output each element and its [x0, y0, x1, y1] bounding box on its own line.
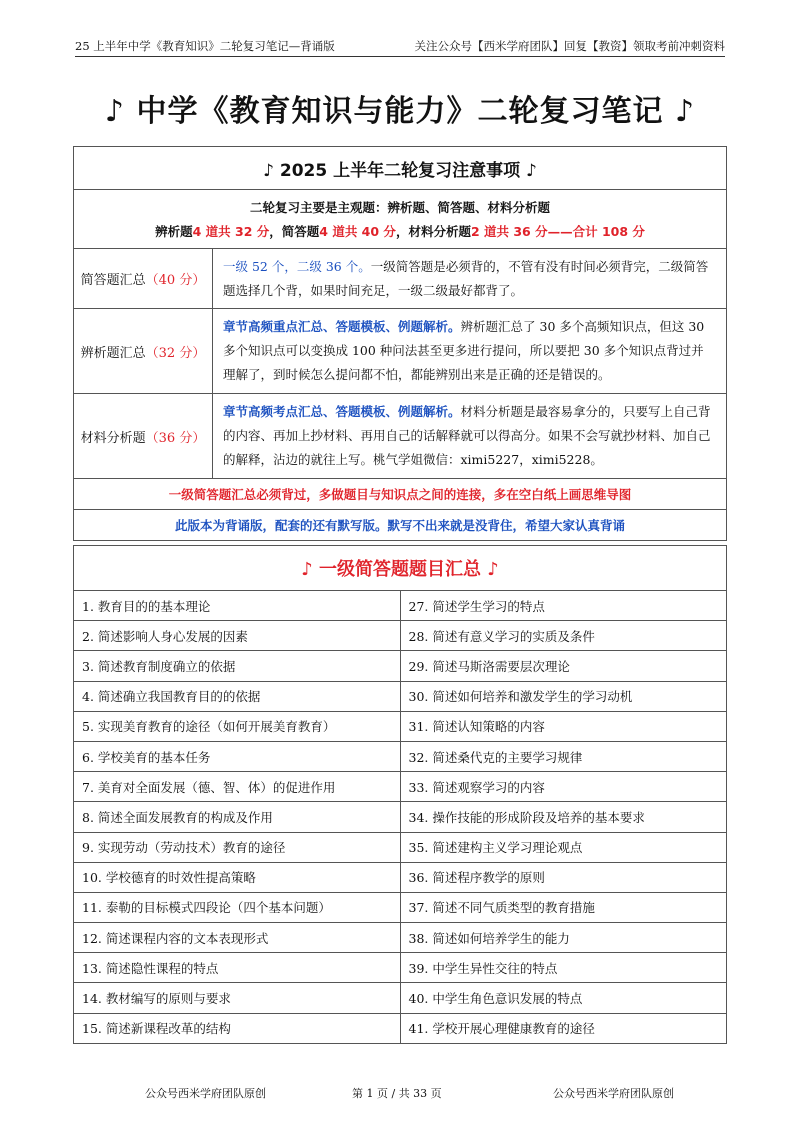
list-row — [74, 892, 727, 922]
list-item: 32. 简述桑代克的主要学习规律 — [400, 741, 727, 771]
list-item: 1. 教育目的的基本理论 — [74, 591, 401, 621]
notes-intro — [74, 190, 727, 249]
list-item: 35. 简述建构主义学习理论观点 — [400, 832, 727, 862]
list-row — [74, 862, 727, 892]
score-part: 2 道共 36 分——合计 108 分 — [470, 224, 645, 239]
page-title: ♪ 中学《教育知识与能力》二轮复习笔记 ♪ — [104, 94, 696, 129]
list-item: 33. 简述观察学习的内容 — [400, 772, 727, 802]
list-item: 41. 学校开展心理健康教育的途径 — [400, 1013, 727, 1043]
list-item: 27. 简述学生学习的特点 — [400, 591, 727, 621]
score-part: 4 道共 40 分 — [319, 224, 396, 239]
score-part: ，简答题 — [269, 224, 320, 239]
list-item: 40. 中学生角色意识发展的特点 — [400, 983, 727, 1013]
list-row — [74, 681, 727, 711]
list-item: 38. 简述如何培养学生的能力 — [400, 923, 727, 953]
note-row — [74, 309, 727, 394]
list-item: 13. 简述隐性课程的特点 — [74, 953, 401, 983]
note-row — [74, 249, 727, 309]
score-part: 4 道共 32 分 — [192, 224, 270, 239]
score-part: 辨析题 — [155, 224, 193, 239]
list-item: 29. 简述马斯洛需要层次理论 — [400, 651, 727, 681]
list-heading: ♪ 一级简答题题目汇总 ♪ — [74, 546, 727, 591]
list-row — [74, 591, 727, 621]
list-item: 12. 简述课程内容的文本表现形式 — [74, 923, 401, 953]
list-item: 6. 学校美育的基本任务 — [74, 741, 401, 771]
list-row — [74, 1013, 727, 1043]
list-item: 37. 简述不同气质类型的教育措施 — [400, 892, 727, 922]
list-item: 11. 泰勒的目标模式四段论（四个基本问题） — [74, 892, 401, 922]
list-row — [74, 621, 727, 651]
score-part: ，材料分析题 — [395, 224, 471, 239]
list-item: 34. 操作技能的形成阶段及培养的基本要求 — [400, 802, 727, 832]
intro-text: 二轮复习主要是主观题：辨析题、简答题、材料分析题 — [249, 200, 550, 215]
list-item: 8. 简述全面发展教育的构成及作用 — [74, 802, 401, 832]
list-item: 10. 学校德育的时效性提高策略 — [74, 862, 401, 892]
tip-red: 一级简答题汇总必须背过，多做题目与知识点之间的连接，多在空白纸上画思维导图 — [74, 479, 727, 510]
list-item: 14. 教材编写的原则与要求 — [74, 983, 401, 1013]
page-number: 第 1 页 / 共 33 页 — [352, 1087, 442, 1100]
list-item: 30. 简述如何培养和激发学生的学习动机 — [400, 681, 727, 711]
note-label: 辨析题汇总（32 分） — [74, 309, 213, 394]
list-row — [74, 983, 727, 1013]
list-row — [74, 923, 727, 953]
note-body: 章节高频重点汇总、答题模板、例题解析。辨析题汇总了 30 多个高频知识点，但这 30 多个知识点可以变换成 100 种问法甚至更多进行提问，所以要把 30 多个知识点背过并理解了，到时候怎么提问都不怕，都能辨别出来是正确的还是错误的。 — [213, 309, 727, 394]
list-row — [74, 651, 727, 681]
footer-right: 公众号西米学府团队原创 — [553, 1087, 674, 1100]
note-body: 章节高频考点汇总、答题模板、例题解析。材料分析题是最容易拿分的，只要写上自己背的内容、再加上抄材料、再用自己的话解释就可以得高分。如果不会写就抄材料、加自己的解释，沾边的就往上写。桃气学姐微信：ximi5227，ximi5228。 — [213, 394, 727, 479]
notes-heading: ♪ 2025 上半年二轮复习注意事项 ♪ — [74, 147, 727, 190]
list-row — [74, 711, 727, 741]
list-item: 15. 简述新课程改革的结构 — [74, 1013, 401, 1043]
list-item: 3. 简述教育制度确立的依据 — [74, 651, 401, 681]
note-row — [74, 394, 727, 479]
list-row — [74, 802, 727, 832]
list-item: 4. 简述确立我国教育目的的依据 — [74, 681, 401, 711]
list-item: 28. 简述有意义学习的实质及条件 — [400, 621, 727, 651]
list-item: 5. 实现美育教育的途径（如何开展美育教育） — [74, 711, 401, 741]
list-row — [74, 741, 727, 771]
list-item: 31. 简述认知策略的内容 — [400, 711, 727, 741]
list-row — [74, 832, 727, 862]
list-item: 2. 简述影响人身心发展的因素 — [74, 621, 401, 651]
score-line — [75, 222, 725, 240]
header-left: 25 上半年中学《教育知识》二轮复习笔记—背诵版 — [75, 39, 335, 53]
note-body: 一级 52 个，二级 36 个。一级简答题是必须背的，不管有没有时间必须背完，二级简答题选择几个背，如果时间充足，一级二级最好都背了。 — [213, 249, 727, 309]
list-item: 39. 中学生异性交往的特点 — [400, 953, 727, 983]
page-header — [75, 38, 725, 57]
list-item: 9. 实现劳动（劳动技术）教育的途径 — [74, 832, 401, 862]
question-list-table — [73, 545, 727, 1044]
note-label: 材料分析题（36 分） — [74, 394, 213, 479]
list-item: 36. 简述程序教学的原则 — [400, 862, 727, 892]
notes-table — [73, 146, 727, 541]
note-label: 简答题汇总（40 分） — [74, 249, 213, 309]
tip-blue: 此版本为背诵版，配套的还有默写版。默写不出来就是没背住，希望大家认真背诵 — [74, 510, 727, 541]
footer-left: 公众号西米学府团队原创 — [145, 1087, 266, 1100]
list-item: 7. 美育对全面发展（德、智、体）的促进作用 — [74, 772, 401, 802]
list-row — [74, 953, 727, 983]
header-right: 关注公众号【西米学府团队】回复【教资】领取考前冲刺资料 — [414, 39, 725, 53]
list-row — [74, 772, 727, 802]
